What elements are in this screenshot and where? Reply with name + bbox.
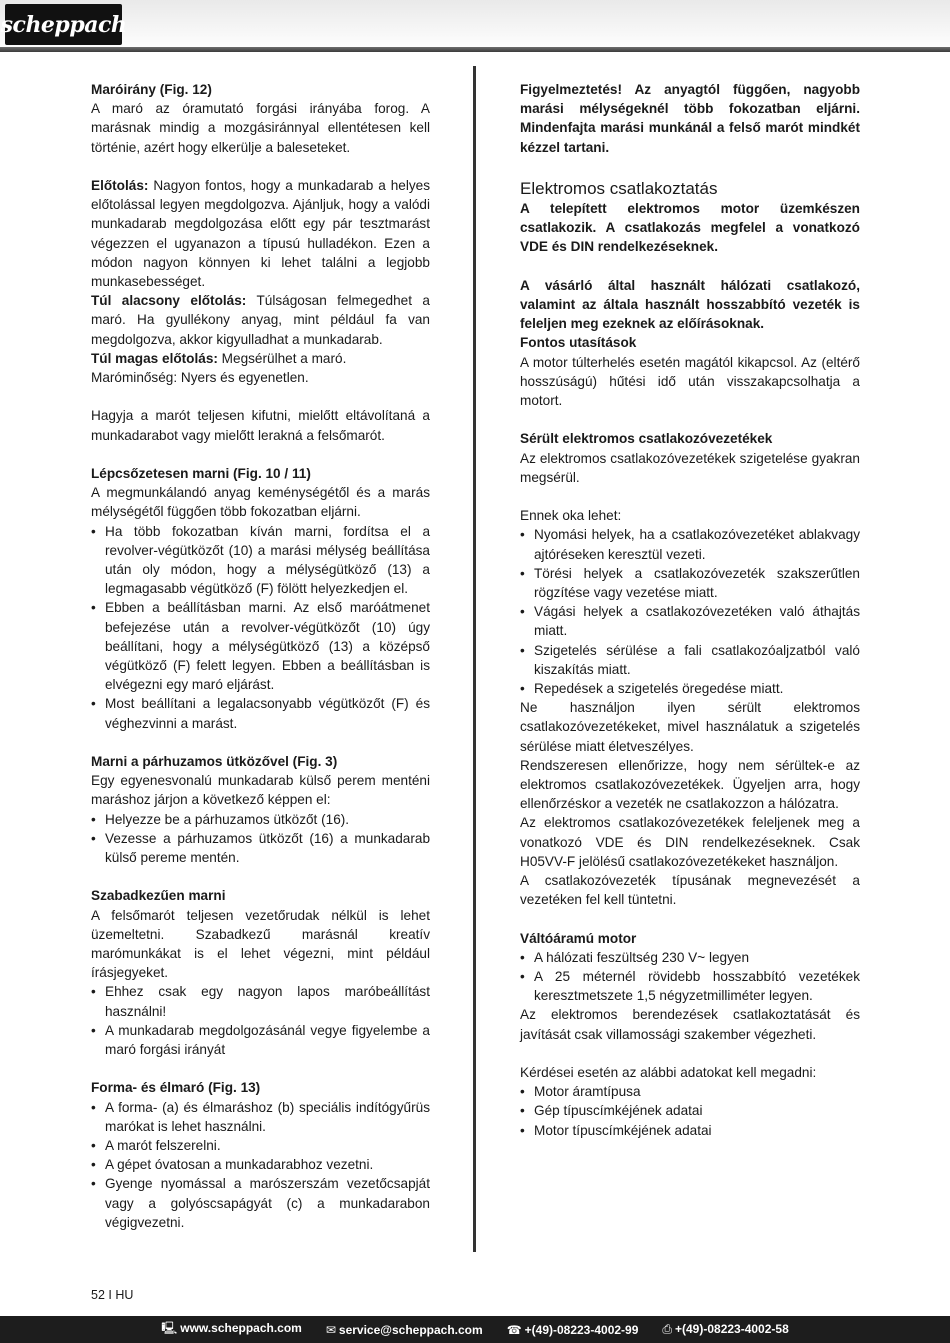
list-item: • A marót felszerelni. — [91, 1136, 430, 1155]
section-title: Sérült elektromos csatlakozóvezetékek — [520, 431, 773, 447]
bullet-list — [91, 522, 430, 733]
list-item: • Gyenge nyomással a marószerszám vezetőcsapját vagy a golyóscsapágyát (c) a munkadarabon végigvezetni. — [91, 1174, 430, 1232]
phone-icon: ☎ — [506, 1322, 522, 1337]
paragraph — [91, 291, 430, 349]
section-heading: Elektromos csatlakoztatás — [520, 179, 718, 198]
page-number: 52 I HU — [91, 1288, 134, 1302]
website-item[interactable] — [161, 1319, 302, 1340]
section-title: Marni a párhuzamos ütközővel (Fig. 3) — [91, 754, 338, 770]
paragraph: Ne használjon ilyen sérült elektromos csatlakozóvezetékeket, mivel használatuk a szigetelés sérülése miatt életveszélyes. — [520, 700, 860, 754]
bullet-list — [520, 525, 860, 698]
paragraph: A felsőmarót teljesen vezetőrudak nélkül is lehet üzemeltetni. Szabadkezű marásnál kreatív marómunkákat is el lehet végezni, mint például írásjegyeket. — [91, 907, 430, 981]
list-item: • A forma- (a) és élmaráshoz (b) speciális indítógyűrüs marókat is lehet használni. — [91, 1098, 430, 1136]
section-title: Szabadkezűen marni — [91, 888, 226, 904]
list-item: • A 25 méternél rövidebb hosszabbító vezetékek keresztmetszete 1,5 négyzetmilliméter legyen. — [520, 967, 860, 1005]
paragraph: Az elektromos csatlakozóvezetékek feleljenek meg a vonatkozó VDE és DIN rendelkezéseknek. Csak H05VV-F jelölésű csatlakozóvezetékeket használjon. — [520, 815, 860, 869]
inline-label: Előtolás: — [91, 178, 149, 193]
scheppach-logo — [0, 4, 127, 45]
list-item: • Törési helyek a csatlakozóvezeték szakszerűtlen rögzítése vagy vezetése miatt. — [520, 564, 860, 602]
header-rule — [0, 47, 950, 52]
list-item: • Most beállítani a legalacsonyabb végütközőt (F) és véghezvinni a marást. — [91, 694, 430, 732]
list-item: • Ehhez csak egy nagyon lapos maróbeállítást használni! — [91, 982, 430, 1020]
section-title: Forma- és élmaró (Fig. 13) — [91, 1080, 261, 1096]
bullet-list — [520, 948, 860, 1006]
email-link[interactable]: service@scheppach.com — [338, 1322, 483, 1337]
list-item: • Motor típuscímkéjének adatai — [520, 1121, 860, 1140]
fax-item — [662, 1322, 788, 1337]
paragraph: Kérdései esetén az alábbi adatokat kell megadni: — [520, 1065, 817, 1081]
paragraph: Az elektromos berendezések csatlakoztatását és javítását csak villamossági szakember végezheti. — [520, 1007, 860, 1042]
inline-label: Túl magas előtolás: — [91, 350, 218, 366]
email-item[interactable] — [326, 1323, 483, 1337]
section-title: Váltóáramú motor — [520, 930, 637, 946]
paragraph: Rendszeresen ellenőrizze, hogy nem sérültek-e az elektromos csatlakozóvezetékek. Ügyeljen arra, hogy ellenőrzéskor a vezeték ne csatlakozzon a hálózatra. — [520, 757, 860, 812]
right-column — [520, 80, 860, 1140]
phone-number: +(49)-08223-4002-99 — [524, 1322, 639, 1337]
list-item: • Nyomási helyek, ha a csatlakozóvezetéket ablakvagy ajtóréseken keresztül vezeti. — [520, 525, 860, 563]
list-item: • Szigetelés sérülése a fali csatlakozóaljzatból való kiszakítás miatt. — [520, 641, 860, 679]
list-item: • A munkadarab megdolgozásánál vegye figyelembe a maró forgási irányát — [91, 1021, 430, 1059]
list-item: • Helyezze be a párhuzamos ütközőt (16). — [91, 810, 430, 829]
paragraph: Maróminőség: Nyers és egyenetlen. — [91, 370, 309, 386]
page-footer — [0, 1316, 950, 1343]
paragraph: A telepített elektromos motor üzemkészen csatlakozik. A csatlakozás megfelel a vonatkozó VDE és DIN rendelkezéseknek. — [520, 201, 860, 255]
inline-text: Nagyon fontos, hogy a munkadarab a helyes előtolással legyen megdolgozva. Ajánljuk, hogy a valódi munkadarab megdolgozása előtt egy pár tesztmarást végezzen el ugyanazon a típusú hulladékon. Ezen a módon nagyon könnyen ki lehet találni a legjobb munkasebességet. — [91, 178, 430, 290]
computer-icon: 🖳 — [161, 1321, 178, 1335]
bullet-list — [520, 1082, 860, 1140]
list-item: • Ebben a beállításban marni. Az első maróátmenet befejezése után a revolver-végütközőt (10) úgy beállítani, hogy a mélységütköző (13) a középső végütköző (F) felett legyen. Ebben a beállításban is elvégezni egy maró eljárást. — [91, 598, 430, 694]
mail-icon: ✉ — [325, 1322, 336, 1337]
list-item: • A hálózati feszültség 230 V~ legyen — [520, 948, 860, 967]
paragraph — [91, 349, 430, 368]
paragraph — [91, 176, 430, 291]
inline-label: Túl alacsony előtolás: — [91, 293, 247, 309]
page-header — [0, 0, 950, 50]
list-item: • Repedések a szigetelés öregedése miatt. — [520, 679, 860, 698]
warning-text: Figyelmeztetés! Az anyagtól függően, nagyobb marási mélységeknél több fokozatban eljárni. Mindenfajta marási munkánál a felső marót mindkét kézzel tartani. — [520, 82, 860, 155]
paragraph: A vásárló által használt hálózati csatlakozó, valamint az általa használt hosszabbító vezeték is feleljen meg ezeknek az előírásoknak. — [520, 277, 860, 332]
website-link[interactable]: www.scheppach.com — [180, 1321, 302, 1335]
section-title: Fontos utasítások — [520, 335, 637, 351]
list-item: • A gépet óvatosan a munkadarabhoz vezetni. — [91, 1155, 430, 1174]
inline-text: Túlságosan felmegedhet a maró. Ha gyullékony anyag, mint például fa van megdolgozva, akkor kigyulladhat a munkadarab. — [91, 293, 430, 347]
list-item: • Vezesse a párhuzamos ütközőt (16) a munkadarab külső pereme mentén. — [91, 829, 430, 867]
list-item: • Ha több fokozatban kíván marni, fordítsa el a revolver-végütközőt (10) a marási mélység beállítása után oly módon, hogy a mélységütköző (13) a legmagasabb végütköző (F) fölött helyezkedjen el. — [91, 522, 430, 599]
fax-number: +(49)-08223-4002-58 — [675, 1322, 789, 1336]
paragraph: A csatlakozóvezeték típusának megnevezését a vezetéken fel kell tüntetni. — [520, 873, 860, 908]
paragraph: Az elektromos csatlakozóvezetékek szigetelése gyakran megsérül. — [520, 450, 860, 485]
bullet-list — [91, 982, 430, 1059]
list-item: • Motor áramtípusa — [520, 1082, 860, 1101]
left-column — [91, 80, 430, 1232]
paragraph: Ennek oka lehet: — [520, 508, 622, 524]
section-title: Lépcsőzetesen marni (Fig. 10 / 11) — [91, 466, 311, 482]
section-title: Maróirány (Fig. 12) — [91, 82, 212, 97]
list-item: • Vágási helyek a csatlakozóvezetéken való áthajtás miatt. — [520, 602, 860, 640]
paragraph: A motor túlterhelés esetén magától kikapcsol. Az (eltérő hosszúságú) hűtési idő után visszakapcsolhatja a motort. — [520, 354, 860, 409]
paragraph: Hagyja a marót teljesen kifutni, mielőtt eltávolítaná a munkadarabot vagy mielőtt lerakná a felsőmarót. — [91, 408, 430, 443]
logo-text: scheppach — [0, 11, 127, 38]
paragraph: Egy egyenesvonalú munkadarab külső perem menténi maráshoz járjon a következő képpen el: — [91, 773, 430, 808]
list-item: • Gép típuscímkéjének adatai — [520, 1101, 860, 1120]
inline-text: Megsérülhet a maró. — [217, 350, 347, 366]
phone-item — [507, 1323, 639, 1337]
bullet-list — [91, 1098, 430, 1232]
column-divider — [473, 66, 476, 1252]
fax-icon: ⎙ — [662, 1322, 672, 1336]
paragraph: A megmunkálandó anyag keménységétől és a marás mélységétől függően több fokozatban eljárni. — [91, 485, 430, 520]
bullet-list — [91, 810, 430, 868]
paragraph: A maró az óramutató forgási irányába forog. A marásnak mindig a mozgásiránnyal ellentétesen kell történie, azért hogy elkerülje a baleseteket. — [91, 101, 430, 155]
